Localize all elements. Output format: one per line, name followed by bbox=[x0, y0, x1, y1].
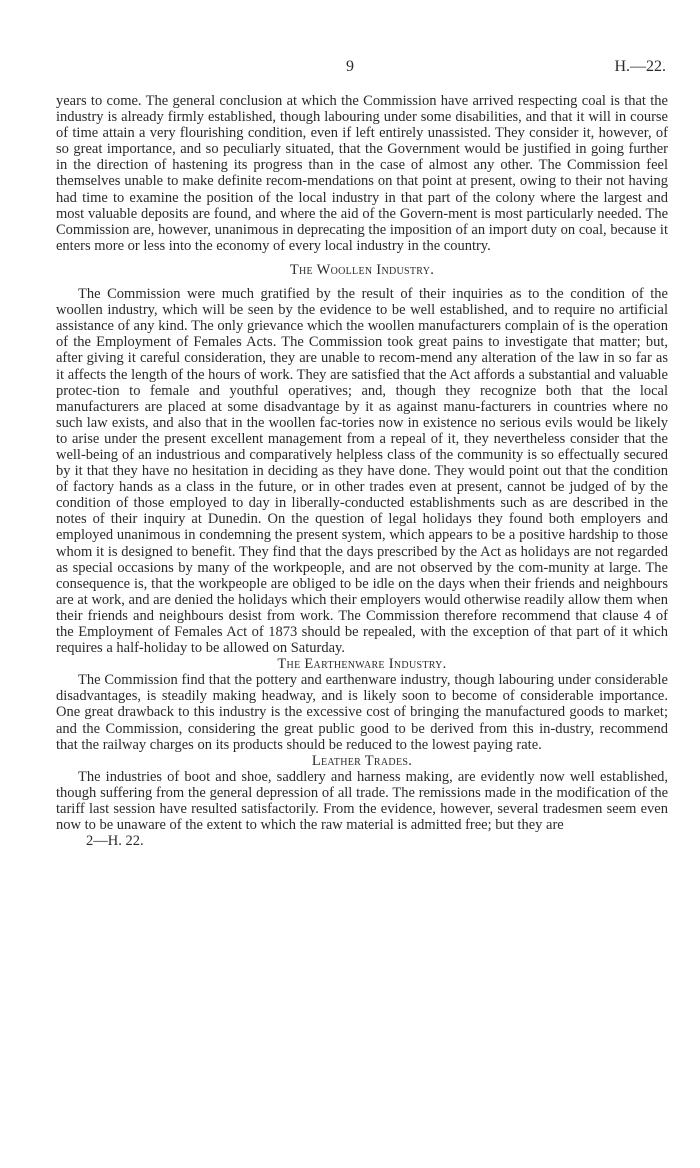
woollen-industry-paragraph: The Commission were much gratified by the result of their inquiries as to the condition of the woollen industry, which will be seen by the evidence to be well established, and to require no artificial assistance of any kind. The only grievance which the woollen manufacturers complain of is the operation of the Employment of Females Acts. The Commission took great pains to investigate that matter; but, after giving it careful consideration, they are unable to recom-mend any alteration of the law in so far as it affects the length of the hours of work. They are satisfied that the Act affords a substantial and valuable protec-tion to female and youthful operatives; and, though they recognize both that the local manufacturers are placed at some disadvantage by it as against manu-facturers in countries where no such law exists, and also that in the woollen fac-tories now in existence no serious evils would be likely to arise under the present excellent management from a repeal of it, they nevertheless consider that the well-being of an industrious and comparatively helpless class of the community is so effectually secured by it that they have no hesitation in deciding as they have done. They would point out that the condition of factory hands as a class in the future, or in other trades even at present, cannot be judged of by the condition of those employed to day in liberally-conducted establishments such as are described in the notes of their inquiry at Dunedin. On the question of legal holidays they found both employers and employed unanimous in condemning the present system, which appears to be a positive hardship to those whom it is designed to benefit. They find that the days prescribed by the Act as holidays are not regarded as special occasions by many of the workpeople, and are not observed by the com-munity at large. The consequence is, that the workpeople are obliged to be idle on the days when their friends and neighbours are at work, and are denied the holidays which their employers would otherwise readily allow them when their friends and neighbours desist from work. The Commission therefore recommend that clause 4 of the Employment of Females Act of 1873 should be repealed, with the exception of that part of it which requires a half-holiday to be allowed on Saturday. bbox=[56, 286, 668, 657]
document-reference: H.—22. bbox=[614, 58, 666, 75]
body-text bbox=[56, 93, 668, 849]
woollen-industry-heading: The Woollen Industry. bbox=[289, 261, 435, 278]
coal-paragraph: years to come. The general conclusion at which the Commission have arrived respecting coal is that the industry is already firmly established, though labouring under some disabilities, and that it will in course of time attain a very flourishing condition, even if left entirely unassisted. They consider it, however, of so great importance, and so peculiarly situated, that the Government would be justified in going further in the direction of hastening its progress than in the case of almost any other. The Commission feel themselves unable to make definite recom-mendations on that point at present, owing to their not having had time to examine the position of the local industry in that part of the colony where the largest and most valuable deposits are found, and where the aid of the Govern-ment is most particularly needed. The Commission are, however, unanimous in deprecating the imposition of an import duty on coal, because it enters more or less into the economy of every local industry in the country. bbox=[56, 93, 668, 254]
earthenware-industry-heading: The Earthenware Industry. bbox=[277, 656, 447, 673]
leather-trades-heading: Leather Trades. bbox=[311, 752, 413, 769]
page-number: 9 bbox=[346, 58, 354, 75]
leather-trades-paragraph: The industries of boot and shoe, saddlery and harness making, are evidently now well established, though suffering from the general depression of all trade. The remissions made in the modification of the tariff last session have resulted satisfactorily. From the evidence, however, several tradesmen seem even now to be unaware of the extent to which the raw material is admitted free; but they are bbox=[56, 768, 668, 834]
earthenware-industry-paragraph: The Commission find that the pottery and earthenware industry, though labouring under considerable disadvantages, is steadily making headway, and is likely soon to become of considerable importance. One great drawback to this industry is the excessive cost of bringing the manufactured goods to market; and the Commission, considering the great public good to be derived from this in-dustry, recommend that the railway charges on its products should be reduced to the lowest paying rate. bbox=[56, 672, 668, 753]
signature-mark: 2—H. 22. bbox=[86, 833, 144, 850]
